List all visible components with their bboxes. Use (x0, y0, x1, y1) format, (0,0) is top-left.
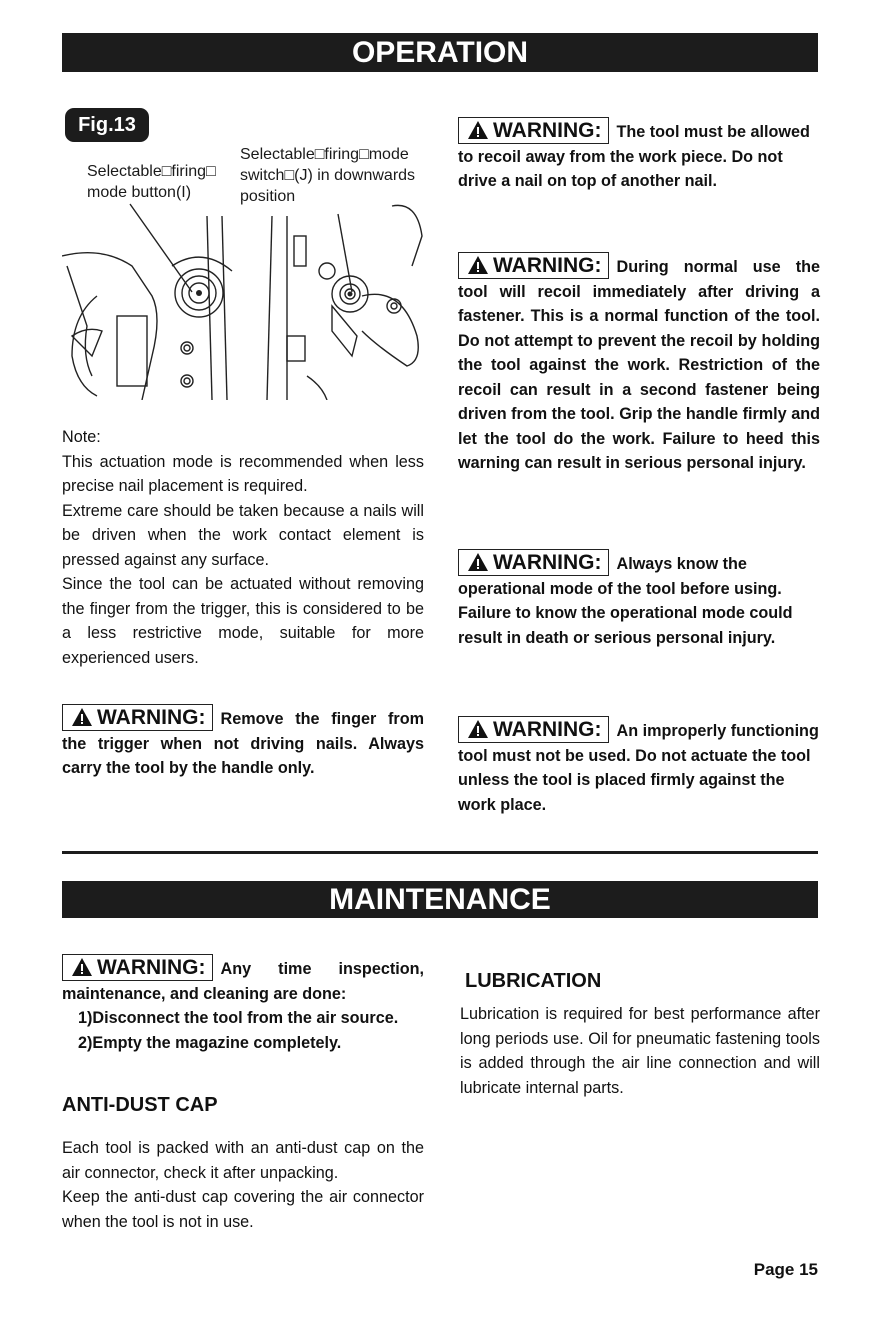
anti-dust-paragraph: Each tool is packed with an anti-dust cap on the air connector, check it after unpacking. (62, 1139, 424, 1182)
warning-label-box (62, 704, 213, 731)
warning-text: Remove the finger from the trigger when not driving nails. Always carry the tool by the handle only. (62, 710, 424, 777)
warning-label: WARNING: (493, 718, 602, 741)
note-paragraph: This actuation mode is recommended when less precise nail placement is required. (62, 452, 424, 495)
warning-block-improper-tool (458, 716, 820, 817)
warning-text: The tool must be allowed to recoil away from the work piece. Do not drive a nail on top of another nail. (458, 123, 810, 190)
warning-icon (467, 120, 489, 140)
note-heading: Note: (62, 428, 101, 446)
warning-label: WARNING: (493, 254, 602, 277)
note-paragraph: Since the tool can be actuated without removing the finger from the trigger, this is considered to be a less restrictive mode, suitable for more experienced users. (62, 575, 424, 667)
warning-block-normal-use (458, 252, 820, 476)
anti-dust-heading: ANTI-DUST CAP (62, 1094, 218, 1116)
lubrication-heading: LUBRICATION (465, 970, 602, 992)
warning-icon (467, 552, 489, 572)
warning-text: Any time inspection, maintenance, and cleaning are done: (62, 960, 424, 1003)
warning-icon (467, 719, 489, 739)
callout-mode-button: Selectable□firing□ mode button(I) (87, 163, 216, 201)
callout-mode-switch: Selectable□firing□mode switch□(J) in downwards position (240, 146, 416, 205)
lubrication-text: Lubrication is required for best performance after long periods use. Oil for pneumatic fastening tools is added through the air line connection and will lubricate internal parts. (460, 1005, 820, 1097)
warning-block-operational-mode (458, 549, 820, 650)
warning-label: WARNING: (493, 119, 602, 142)
figure-label: Fig.13 (65, 108, 149, 142)
warning-text: During normal use the tool will recoil immediately after driving a fastener. This is a normal function of the tool. Do not attempt to prevent the recoil by holding the tool against the work. Restriction of the recoil can result in a second fastener being driven from the tool. Grip the handle firmly and let the tool do the work. Failure to heed this warning can result in serious personal injury. (458, 258, 820, 472)
warning-text: An improperly functioning tool must not be used. Do not actuate the tool unless the tool is placed firmly against the work place. (458, 722, 819, 814)
operation-header: OPERATION (62, 33, 818, 72)
warning-label: WARNING: (493, 551, 602, 574)
page-number: Page 15 (753, 1260, 818, 1279)
note-paragraph: Extreme care should be taken because a nails will be driven when the work contact element is pressed against any surface. (62, 501, 424, 569)
warning-icon (71, 957, 93, 977)
nailer-illustration (62, 196, 426, 400)
warning-block-finger (62, 704, 424, 781)
warning-label: WARNING: (97, 706, 206, 729)
warning-label: WARNING: (97, 956, 206, 979)
warning-label-box (62, 954, 213, 981)
warning-icon (467, 255, 489, 275)
warning-label-box (458, 549, 609, 576)
warning-block-recoil-away (458, 117, 820, 194)
maintenance-step: 1)Disconnect the tool from the air source. (78, 1009, 399, 1027)
warning-icon (71, 707, 93, 727)
warning-label-box (458, 117, 609, 144)
section-divider (62, 851, 818, 854)
warning-text: Always know the operational mode of the tool before using. Failure to know the operational mode could result in death or serious personal injury. (458, 555, 793, 647)
maintenance-step: 2)Empty the magazine completely. (78, 1033, 342, 1052)
maintenance-header: MAINTENANCE (62, 881, 818, 918)
warning-intro-line (62, 954, 424, 1006)
warning-label-box (458, 252, 609, 279)
note-section (62, 425, 424, 670)
anti-dust-paragraph: Keep the anti-dust cap covering the air connector when the tool is not in use. (62, 1188, 424, 1231)
anti-dust-section (62, 1136, 424, 1234)
warning-block-maintenance (62, 954, 424, 1055)
warning-label-box (458, 716, 609, 743)
